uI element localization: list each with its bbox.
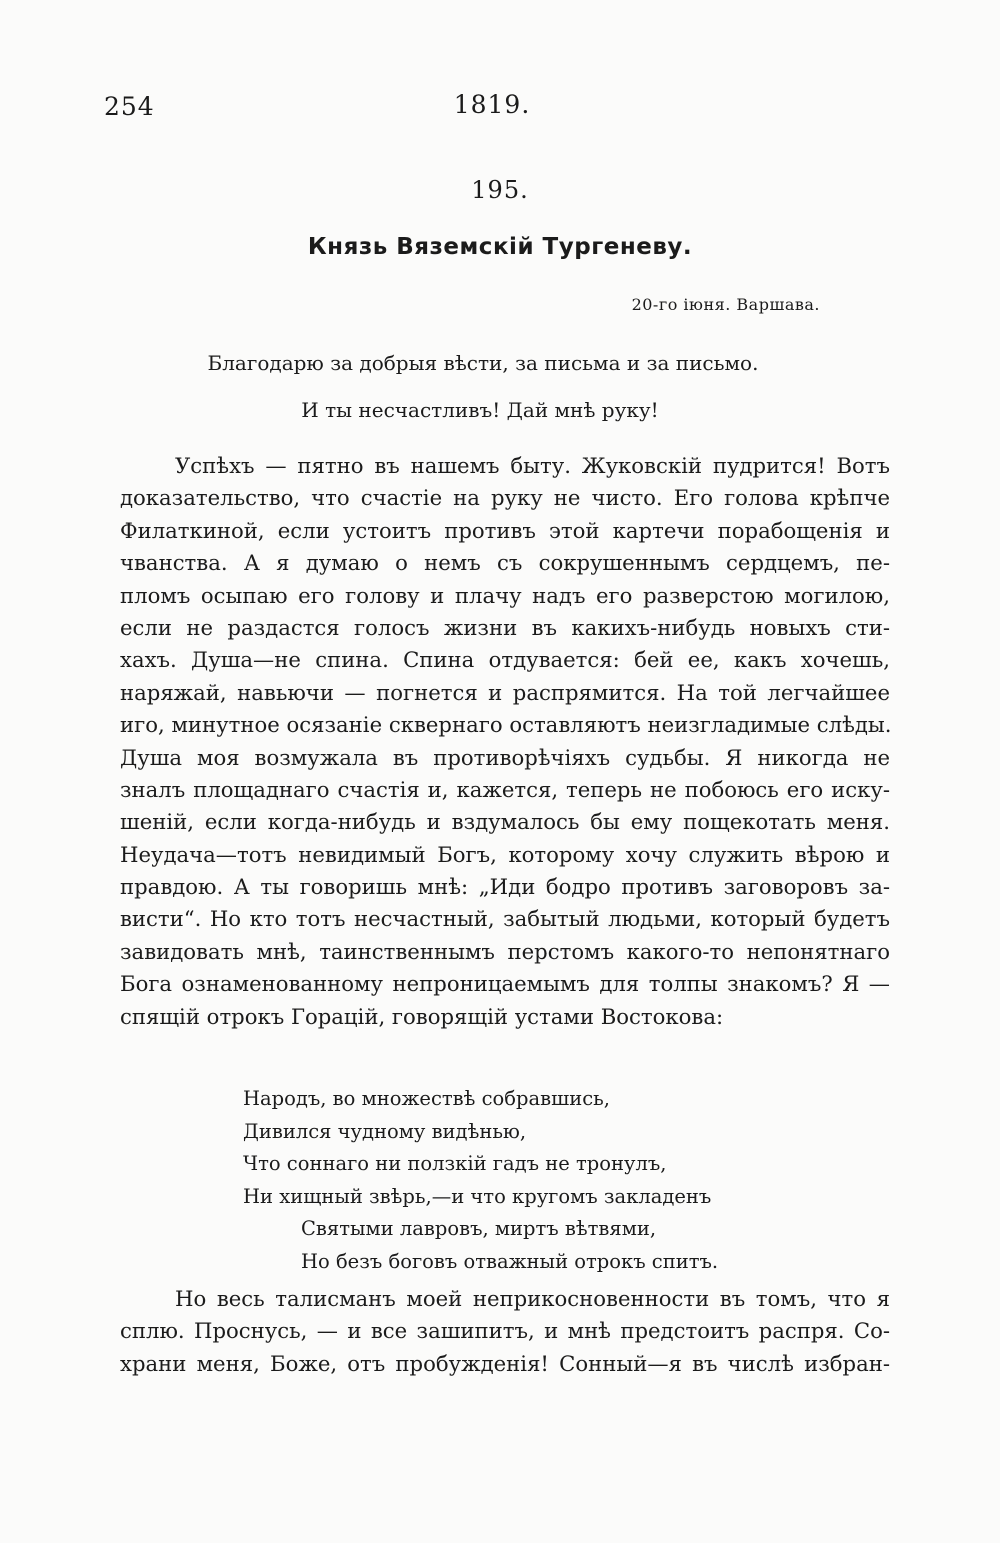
text-line: Неудача—тотъ невидимый Богъ, которому хочу служить вѣрою и — [120, 841, 890, 867]
text-line: шеній, если когда-нибудь и вздумалось бы ему пощекотать меня. — [120, 809, 890, 835]
poem-line: Святыми лавровъ, миртъ вѣтвями, — [301, 1217, 657, 1240]
text-line: Успѣхъ — пятно въ нашемъ быту. Жуковскій пудрится! Вотъ — [175, 453, 890, 478]
text-line: сплю. Проснусь, — и все зашипитъ, и мнѣ предстоитъ распря. Со- — [120, 1318, 890, 1344]
poem-line: Что соннаго ни ползкій гадъ не тронулъ, — [243, 1152, 667, 1175]
text-line: Бога ознаменованному непроницаемымъ для толпы знакомъ? Я — — [120, 971, 890, 997]
text-line: пломъ осыпаю его голову и плачу надъ его разверстою могилою, — [120, 582, 890, 608]
poem-line: Дивился чудному видѣнью, — [243, 1119, 527, 1143]
running-head-year — [0, 90, 1000, 119]
letter-salutation — [0, 351, 1000, 375]
salutation-text: Благодарю за добрыя вѣсти, за письма и за письмо. — [207, 351, 759, 375]
text-line: правдою. А ты говоришь мнѣ: „Иди бодро противъ заговоровъ за- — [120, 874, 890, 900]
text-line: Филаткиной, если устоитъ противъ этой картечи порабощенія и — [120, 517, 890, 543]
poem-line: Ни хищный звѣрь,—и что кругомъ закладенъ — [243, 1184, 712, 1208]
letter-title: Князь Вяземскій Тургеневу. — [307, 234, 693, 260]
poem-quotation — [243, 1083, 718, 1278]
text-line: хахъ. Душа—не спина. Спина отдувается: бей ее, какъ хочешь, — [120, 647, 890, 673]
text-line: наряжай, навьючи — погнется и распрямится. На той легчайшее — [120, 679, 890, 705]
text-line: Но весь талисманъ моей неприкосновенности въ томъ, что я — [175, 1286, 890, 1311]
text-line: если не раздастся голосъ жизни въ какихъ-нибудь новыхъ сти- — [120, 614, 890, 640]
text-line: Душа моя возмужала въ противорѣчіяхъ судьбы. Я никогда не — [120, 744, 890, 770]
text-line: зналъ площаднаго счастія и, кажется, теперь не побоюсь его иску- — [120, 776, 890, 802]
letter-exclamation — [0, 398, 1000, 422]
letter-number: 195. — [471, 176, 529, 204]
page-number: 254 — [104, 92, 155, 121]
text-line: доказательство, что счастіе на руку не чисто. Его голова крѣпче — [120, 485, 890, 511]
exclamation-text: И ты несчастливъ! Дай мнѣ руку! — [301, 398, 659, 422]
poem-line: Но безъ боговъ отважный отрокъ спитъ. — [301, 1249, 719, 1273]
text-line: спящій отрокъ Горацій, говорящій устами Востокова: — [120, 1003, 724, 1029]
text-line: иго, минутное осязаніе сквернаго оставляютъ неизгладимые слѣды. — [120, 712, 892, 738]
poem-line: Народъ, во множествѣ собравшись, — [243, 1087, 610, 1110]
text-line: чванства. А я думаю о немъ съ сокрушеннымъ сердцемъ, пе- — [120, 550, 890, 576]
running-head-year-text: 1819. — [453, 90, 531, 119]
text-line: завидовать мнѣ, таинственнымъ перстомъ какого-то непонятнаго — [120, 938, 890, 964]
paragraph-2 — [120, 1283, 890, 1380]
text-line: храни меня, Боже, отъ пробужденія! Сонный—я въ числѣ избран- — [120, 1350, 890, 1376]
text-line: висти“. Но кто тотъ несчастный, забытый людьми, который будетъ — [120, 906, 890, 932]
letter-dateline: 20-го іюня. Варшава. — [631, 295, 820, 314]
paragraph-1 — [120, 450, 890, 1033]
